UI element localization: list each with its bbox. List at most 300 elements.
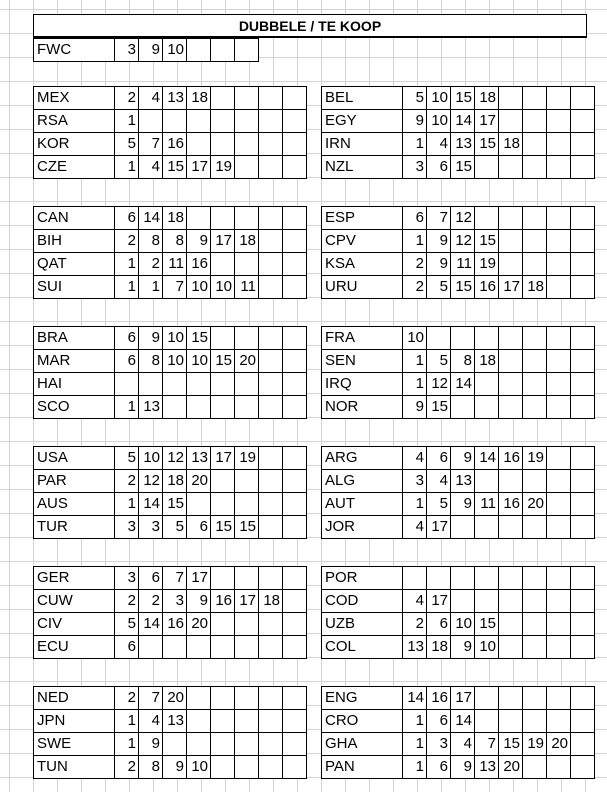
value-cell[interactable]: 9 (451, 447, 475, 470)
value-cell[interactable]: 5 (427, 493, 451, 516)
value-cell[interactable]: 2 (115, 756, 139, 779)
value-cell[interactable] (427, 327, 451, 350)
value-cell[interactable] (235, 327, 259, 350)
team-code-cell[interactable]: MAR (34, 350, 115, 373)
value-cell[interactable]: 11 (475, 493, 499, 516)
value-cell[interactable]: 20 (235, 350, 259, 373)
value-cell[interactable]: 2 (115, 590, 139, 613)
value-cell[interactable] (523, 350, 547, 373)
value-cell[interactable] (523, 396, 547, 419)
value-cell[interactable]: 5 (427, 276, 451, 299)
value-cell[interactable]: 1 (115, 276, 139, 299)
team-code-cell[interactable]: ENG (322, 687, 403, 710)
value-cell[interactable]: 10 (403, 327, 427, 350)
value-cell[interactable] (571, 230, 595, 253)
value-cell[interactable]: 8 (139, 350, 163, 373)
value-cell[interactable] (139, 110, 163, 133)
team-code-cell[interactable]: FWC (34, 39, 115, 62)
value-cell[interactable]: 4 (403, 590, 427, 613)
value-cell[interactable]: 1 (115, 493, 139, 516)
value-cell[interactable]: 18 (163, 207, 187, 230)
value-cell[interactable] (235, 253, 259, 276)
value-cell[interactable]: 7 (163, 567, 187, 590)
value-cell[interactable] (523, 710, 547, 733)
value-cell[interactable]: 6 (427, 756, 451, 779)
value-cell[interactable] (571, 567, 595, 590)
team-code-cell[interactable]: TUR (34, 516, 115, 539)
value-cell[interactable] (235, 396, 259, 419)
value-cell[interactable]: 6 (427, 447, 451, 470)
value-cell[interactable] (499, 516, 523, 539)
value-cell[interactable]: 11 (235, 276, 259, 299)
value-cell[interactable] (283, 710, 307, 733)
value-cell[interactable] (475, 710, 499, 733)
value-cell[interactable]: 9 (403, 110, 427, 133)
team-code-cell[interactable]: SEN (322, 350, 403, 373)
value-cell[interactable] (523, 470, 547, 493)
value-cell[interactable]: 8 (139, 756, 163, 779)
team-code-cell[interactable]: KOR (34, 133, 115, 156)
value-cell[interactable]: 10 (475, 636, 499, 659)
value-cell[interactable] (283, 207, 307, 230)
value-cell[interactable] (571, 253, 595, 276)
value-cell[interactable] (499, 687, 523, 710)
value-cell[interactable] (523, 230, 547, 253)
value-cell[interactable]: 18 (475, 350, 499, 373)
value-cell[interactable]: 14 (139, 207, 163, 230)
value-cell[interactable] (547, 327, 571, 350)
value-cell[interactable] (547, 276, 571, 299)
value-cell[interactable]: 5 (427, 350, 451, 373)
value-cell[interactable]: 17 (211, 447, 235, 470)
value-cell[interactable] (235, 110, 259, 133)
team-code-cell[interactable]: CRO (322, 710, 403, 733)
value-cell[interactable]: 12 (451, 207, 475, 230)
value-cell[interactable]: 19 (475, 253, 499, 276)
value-cell[interactable]: 17 (475, 110, 499, 133)
value-cell[interactable]: 15 (427, 396, 451, 419)
value-cell[interactable]: 15 (451, 87, 475, 110)
value-cell[interactable] (259, 733, 283, 756)
value-cell[interactable]: 14 (139, 613, 163, 636)
value-cell[interactable]: 15 (163, 493, 187, 516)
value-cell[interactable]: 20 (187, 470, 211, 493)
value-cell[interactable]: 6 (115, 207, 139, 230)
value-cell[interactable] (283, 516, 307, 539)
team-code-cell[interactable]: ARG (322, 447, 403, 470)
value-cell[interactable] (211, 567, 235, 590)
value-cell[interactable] (547, 613, 571, 636)
value-cell[interactable]: 6 (187, 516, 211, 539)
value-cell[interactable] (523, 133, 547, 156)
value-cell[interactable]: 1 (403, 756, 427, 779)
value-cell[interactable]: 1 (403, 733, 427, 756)
value-cell[interactable]: 14 (451, 110, 475, 133)
value-cell[interactable]: 6 (427, 710, 451, 733)
value-cell[interactable] (571, 327, 595, 350)
value-cell[interactable]: 4 (451, 733, 475, 756)
value-cell[interactable] (211, 110, 235, 133)
value-cell[interactable]: 10 (187, 350, 211, 373)
value-cell[interactable]: 15 (187, 327, 211, 350)
value-cell[interactable] (283, 87, 307, 110)
value-cell[interactable]: 4 (139, 710, 163, 733)
value-cell[interactable] (187, 133, 211, 156)
value-cell[interactable] (187, 493, 211, 516)
team-code-cell[interactable]: MEX (34, 87, 115, 110)
value-cell[interactable] (547, 87, 571, 110)
value-cell[interactable]: 15 (475, 613, 499, 636)
value-cell[interactable]: 10 (163, 39, 187, 62)
value-cell[interactable] (571, 590, 595, 613)
value-cell[interactable]: 2 (115, 687, 139, 710)
value-cell[interactable] (211, 470, 235, 493)
value-cell[interactable]: 19 (211, 156, 235, 179)
value-cell[interactable]: 20 (523, 493, 547, 516)
value-cell[interactable]: 17 (427, 590, 451, 613)
value-cell[interactable]: 1 (115, 710, 139, 733)
value-cell[interactable] (259, 133, 283, 156)
value-cell[interactable] (283, 230, 307, 253)
value-cell[interactable]: 4 (427, 133, 451, 156)
value-cell[interactable]: 3 (139, 516, 163, 539)
value-cell[interactable] (163, 733, 187, 756)
team-code-cell[interactable]: GER (34, 567, 115, 590)
value-cell[interactable] (259, 710, 283, 733)
value-cell[interactable] (451, 327, 475, 350)
value-cell[interactable]: 7 (139, 687, 163, 710)
value-cell[interactable]: 4 (403, 447, 427, 470)
value-cell[interactable] (547, 230, 571, 253)
value-cell[interactable] (211, 39, 235, 62)
value-cell[interactable]: 9 (187, 590, 211, 613)
value-cell[interactable]: 10 (451, 613, 475, 636)
value-cell[interactable] (259, 396, 283, 419)
value-cell[interactable]: 7 (163, 276, 187, 299)
value-cell[interactable] (571, 470, 595, 493)
value-cell[interactable]: 2 (403, 613, 427, 636)
value-cell[interactable]: 14 (451, 710, 475, 733)
value-cell[interactable]: 14 (451, 373, 475, 396)
value-cell[interactable] (499, 470, 523, 493)
value-cell[interactable] (211, 253, 235, 276)
value-cell[interactable]: 6 (139, 567, 163, 590)
value-cell[interactable] (547, 493, 571, 516)
value-cell[interactable] (571, 156, 595, 179)
value-cell[interactable]: 3 (115, 39, 139, 62)
value-cell[interactable] (235, 710, 259, 733)
value-cell[interactable] (499, 327, 523, 350)
value-cell[interactable] (259, 447, 283, 470)
value-cell[interactable] (451, 396, 475, 419)
value-cell[interactable] (499, 230, 523, 253)
value-cell[interactable]: 14 (475, 447, 499, 470)
value-cell[interactable] (283, 396, 307, 419)
value-cell[interactable]: 17 (451, 687, 475, 710)
value-cell[interactable]: 5 (115, 613, 139, 636)
team-code-cell[interactable]: BEL (322, 87, 403, 110)
value-cell[interactable] (211, 756, 235, 779)
value-cell[interactable] (211, 733, 235, 756)
value-cell[interactable] (283, 327, 307, 350)
value-cell[interactable] (187, 396, 211, 419)
value-cell[interactable]: 9 (139, 327, 163, 350)
value-cell[interactable]: 6 (115, 350, 139, 373)
team-code-cell[interactable]: ECU (34, 636, 115, 659)
value-cell[interactable] (259, 207, 283, 230)
value-cell[interactable] (547, 133, 571, 156)
value-cell[interactable] (211, 87, 235, 110)
value-cell[interactable] (475, 567, 499, 590)
value-cell[interactable]: 17 (187, 156, 211, 179)
team-code-cell[interactable]: SUI (34, 276, 115, 299)
value-cell[interactable]: 16 (163, 133, 187, 156)
value-cell[interactable]: 18 (523, 276, 547, 299)
value-cell[interactable] (259, 156, 283, 179)
value-cell[interactable]: 16 (187, 253, 211, 276)
value-cell[interactable]: 13 (475, 756, 499, 779)
team-code-cell[interactable]: ESP (322, 207, 403, 230)
value-cell[interactable] (259, 687, 283, 710)
value-cell[interactable] (115, 373, 139, 396)
value-cell[interactable] (163, 373, 187, 396)
value-cell[interactable] (571, 636, 595, 659)
value-cell[interactable]: 12 (139, 470, 163, 493)
value-cell[interactable] (283, 350, 307, 373)
value-cell[interactable] (235, 756, 259, 779)
team-code-cell[interactable]: JPN (34, 710, 115, 733)
value-cell[interactable]: 15 (163, 156, 187, 179)
value-cell[interactable] (523, 590, 547, 613)
value-cell[interactable]: 15 (475, 230, 499, 253)
value-cell[interactable] (283, 133, 307, 156)
team-code-cell[interactable]: CIV (34, 613, 115, 636)
team-code-cell[interactable]: BIH (34, 230, 115, 253)
value-cell[interactable]: 9 (451, 493, 475, 516)
team-code-cell[interactable]: NED (34, 687, 115, 710)
value-cell[interactable]: 18 (187, 87, 211, 110)
value-cell[interactable] (571, 87, 595, 110)
value-cell[interactable] (475, 207, 499, 230)
value-cell[interactable]: 19 (523, 447, 547, 470)
value-cell[interactable]: 7 (139, 133, 163, 156)
value-cell[interactable] (475, 470, 499, 493)
value-cell[interactable]: 2 (115, 470, 139, 493)
value-cell[interactable]: 9 (403, 396, 427, 419)
value-cell[interactable]: 1 (139, 276, 163, 299)
value-cell[interactable] (475, 373, 499, 396)
value-cell[interactable] (523, 327, 547, 350)
value-cell[interactable]: 8 (451, 350, 475, 373)
team-code-cell[interactable]: CPV (322, 230, 403, 253)
value-cell[interactable] (187, 110, 211, 133)
value-cell[interactable] (499, 590, 523, 613)
value-cell[interactable]: 15 (211, 516, 235, 539)
value-cell[interactable] (211, 636, 235, 659)
value-cell[interactable] (259, 636, 283, 659)
value-cell[interactable]: 13 (451, 470, 475, 493)
team-code-cell[interactable]: URU (322, 276, 403, 299)
value-cell[interactable] (547, 396, 571, 419)
value-cell[interactable]: 16 (427, 687, 451, 710)
value-cell[interactable]: 6 (427, 613, 451, 636)
team-code-cell[interactable]: KSA (322, 253, 403, 276)
value-cell[interactable]: 9 (139, 733, 163, 756)
value-cell[interactable]: 3 (115, 567, 139, 590)
value-cell[interactable]: 20 (163, 687, 187, 710)
value-cell[interactable] (571, 133, 595, 156)
team-code-cell[interactable]: EGY (322, 110, 403, 133)
value-cell[interactable] (163, 110, 187, 133)
value-cell[interactable] (259, 87, 283, 110)
value-cell[interactable] (571, 516, 595, 539)
value-cell[interactable] (259, 110, 283, 133)
value-cell[interactable]: 5 (403, 87, 427, 110)
value-cell[interactable] (259, 230, 283, 253)
value-cell[interactable]: 9 (163, 756, 187, 779)
value-cell[interactable]: 6 (115, 327, 139, 350)
value-cell[interactable] (187, 733, 211, 756)
value-cell[interactable] (499, 636, 523, 659)
value-cell[interactable] (283, 687, 307, 710)
value-cell[interactable] (283, 276, 307, 299)
team-code-cell[interactable]: PAR (34, 470, 115, 493)
value-cell[interactable]: 19 (235, 447, 259, 470)
team-code-cell[interactable]: SCO (34, 396, 115, 419)
value-cell[interactable] (547, 756, 571, 779)
value-cell[interactable]: 12 (163, 447, 187, 470)
value-cell[interactable]: 2 (115, 230, 139, 253)
value-cell[interactable] (499, 253, 523, 276)
value-cell[interactable]: 16 (163, 613, 187, 636)
value-cell[interactable] (547, 687, 571, 710)
value-cell[interactable] (139, 373, 163, 396)
value-cell[interactable] (283, 447, 307, 470)
value-cell[interactable] (259, 613, 283, 636)
value-cell[interactable] (235, 567, 259, 590)
value-cell[interactable] (211, 133, 235, 156)
value-cell[interactable] (523, 156, 547, 179)
value-cell[interactable]: 13 (163, 87, 187, 110)
value-cell[interactable]: 16 (499, 493, 523, 516)
value-cell[interactable]: 1 (403, 493, 427, 516)
value-cell[interactable] (283, 567, 307, 590)
value-cell[interactable] (259, 756, 283, 779)
value-cell[interactable]: 6 (115, 636, 139, 659)
value-cell[interactable]: 11 (163, 253, 187, 276)
value-cell[interactable]: 13 (139, 396, 163, 419)
value-cell[interactable] (499, 613, 523, 636)
value-cell[interactable] (283, 613, 307, 636)
value-cell[interactable] (523, 253, 547, 276)
value-cell[interactable]: 16 (499, 447, 523, 470)
value-cell[interactable] (235, 87, 259, 110)
value-cell[interactable]: 4 (427, 470, 451, 493)
value-cell[interactable]: 16 (211, 590, 235, 613)
value-cell[interactable] (547, 590, 571, 613)
value-cell[interactable] (499, 350, 523, 373)
value-cell[interactable]: 18 (475, 87, 499, 110)
value-cell[interactable]: 15 (499, 733, 523, 756)
value-cell[interactable]: 10 (163, 350, 187, 373)
value-cell[interactable] (523, 207, 547, 230)
team-code-cell[interactable]: FRA (322, 327, 403, 350)
value-cell[interactable]: 18 (235, 230, 259, 253)
value-cell[interactable] (547, 207, 571, 230)
value-cell[interactable] (259, 567, 283, 590)
value-cell[interactable] (283, 636, 307, 659)
value-cell[interactable] (547, 470, 571, 493)
value-cell[interactable] (475, 396, 499, 419)
value-cell[interactable] (571, 733, 595, 756)
value-cell[interactable] (547, 710, 571, 733)
value-cell[interactable] (211, 373, 235, 396)
value-cell[interactable] (475, 156, 499, 179)
team-code-cell[interactable]: CAN (34, 207, 115, 230)
value-cell[interactable] (547, 516, 571, 539)
value-cell[interactable]: 10 (187, 756, 211, 779)
value-cell[interactable] (523, 636, 547, 659)
value-cell[interactable]: 13 (451, 133, 475, 156)
value-cell[interactable]: 9 (451, 756, 475, 779)
value-cell[interactable]: 9 (451, 636, 475, 659)
value-cell[interactable] (259, 516, 283, 539)
value-cell[interactable] (211, 710, 235, 733)
team-code-cell[interactable]: AUT (322, 493, 403, 516)
team-code-cell[interactable]: QAT (34, 253, 115, 276)
value-cell[interactable] (283, 253, 307, 276)
value-cell[interactable]: 2 (115, 87, 139, 110)
value-cell[interactable] (283, 470, 307, 493)
value-cell[interactable]: 5 (115, 133, 139, 156)
team-code-cell[interactable]: NOR (322, 396, 403, 419)
value-cell[interactable]: 1 (115, 110, 139, 133)
value-cell[interactable]: 3 (115, 516, 139, 539)
value-cell[interactable] (523, 613, 547, 636)
value-cell[interactable]: 19 (523, 733, 547, 756)
value-cell[interactable] (235, 373, 259, 396)
value-cell[interactable]: 2 (139, 590, 163, 613)
team-code-cell[interactable]: HAI (34, 373, 115, 396)
value-cell[interactable] (571, 687, 595, 710)
value-cell[interactable] (571, 756, 595, 779)
team-code-cell[interactable]: IRN (322, 133, 403, 156)
value-cell[interactable] (283, 373, 307, 396)
team-code-cell[interactable]: CZE (34, 156, 115, 179)
value-cell[interactable] (523, 756, 547, 779)
value-cell[interactable]: 3 (163, 590, 187, 613)
value-cell[interactable] (187, 710, 211, 733)
value-cell[interactable] (235, 156, 259, 179)
team-code-cell[interactable]: ALG (322, 470, 403, 493)
value-cell[interactable] (571, 276, 595, 299)
value-cell[interactable]: 8 (163, 230, 187, 253)
value-cell[interactable]: 2 (139, 253, 163, 276)
value-cell[interactable] (259, 470, 283, 493)
value-cell[interactable]: 9 (187, 230, 211, 253)
value-cell[interactable] (499, 110, 523, 133)
value-cell[interactable]: 17 (427, 516, 451, 539)
value-cell[interactable]: 10 (211, 276, 235, 299)
value-cell[interactable] (211, 613, 235, 636)
value-cell[interactable]: 15 (451, 156, 475, 179)
team-code-cell[interactable]: PAN (322, 756, 403, 779)
value-cell[interactable]: 15 (475, 133, 499, 156)
value-cell[interactable]: 4 (139, 87, 163, 110)
value-cell[interactable]: 6 (403, 207, 427, 230)
value-cell[interactable] (235, 470, 259, 493)
value-cell[interactable]: 14 (403, 687, 427, 710)
